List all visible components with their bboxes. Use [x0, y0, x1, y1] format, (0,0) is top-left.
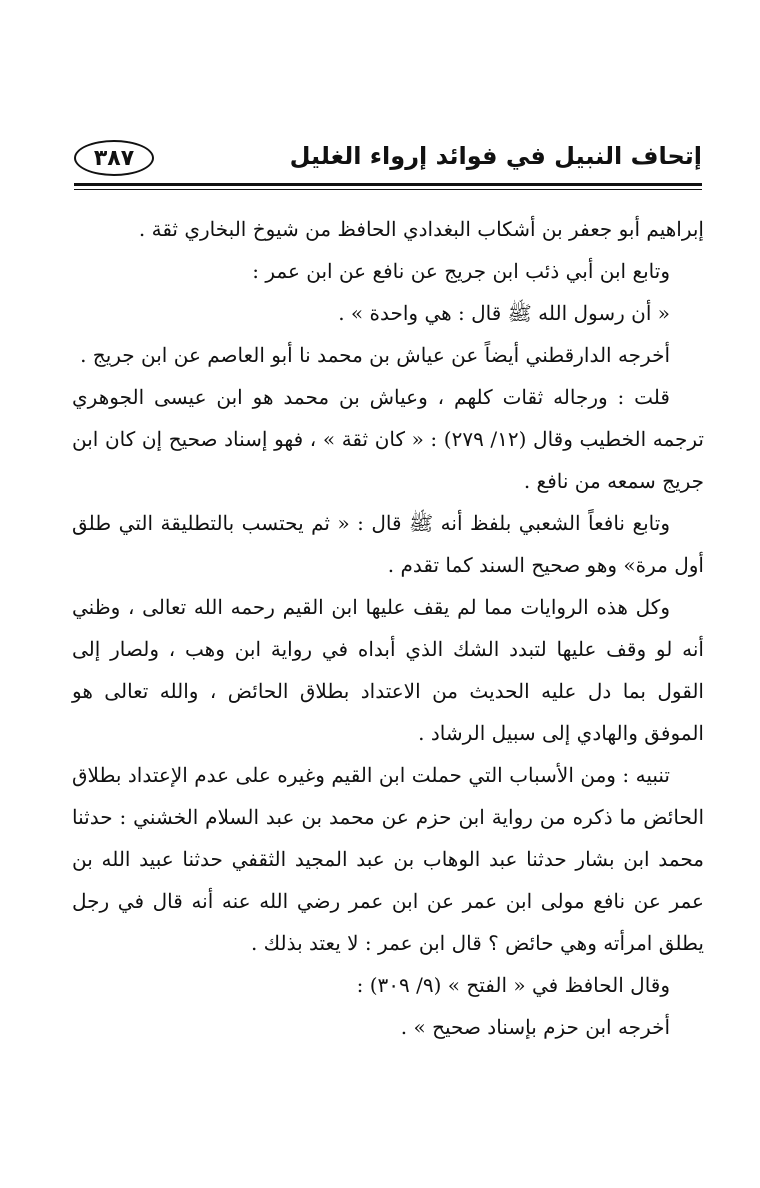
paragraph: قلت : ورجاله ثقات كلهم ، وعياش بن محمد هو ابن عيسى الجوهري ترجمه الخطيب وقال (١٢/ ٢٧٩) : « كان ثقة » ، فهو إسناد صحيح إن كان ابن جريج سمعه من نافع .: [72, 385, 704, 493]
paragraph: وتابع ابن أبي ذئب ابن جريج عن نافع عن ابن عمر :: [252, 259, 670, 283]
header-rule-thick: [74, 183, 702, 186]
page-header: [74, 138, 702, 184]
page-number: ٣٨٧: [74, 140, 154, 176]
header-rule-thin: [74, 189, 702, 190]
quote-paragraph: « أن رسول الله ﷺ قال : هي واحدة » .: [338, 301, 670, 325]
paragraph: وتابع نافعاً الشعبي بلفظ أنه ﷺ قال : « ثم يحتسب بالتطليقة التي طلق أول مرة» وهو صحيح السند كما تقدم .: [72, 511, 704, 577]
paragraph: أخرجه الدارقطني أيضاً عن عياش بن محمد نا أبو العاصم عن ابن جريج .: [80, 343, 670, 367]
paragraph: وكل هذه الروايات مما لم يقف عليها ابن القيم رحمه الله تعالى ، وظني أنه لو وقف عليها لتبدد الشك الذي أبداه في رواية ابن وهب ، ولصار إلى القول بما دل عليه الحديث من الاعتداد بطلاق الحائض ، والله تعالى هو الموفق والهادي إلى سبيل الرشاد .: [72, 595, 704, 745]
paragraph: أخرجه ابن حزم بإسناد صحيح » .: [400, 1015, 670, 1039]
note-paragraph: تنبيه : ومن الأسباب التي حملت ابن القيم وغيره على عدم الإعتداد بطلاق الحائض ما ذكره من رواية ابن حزم عن محمد بن عبد السلام الخشني : حدثنا محمد ابن بشار حدثنا عبد الوهاب بن عبد المجيد الثقفي حدثنا عبيد الله بن عمر عن نافع مولى ابن عمر عن ابن عمر رضي الله عنه أنه قال في رجل يطلق امرأته وهي حائض ؟ قال ابن عمر : لا يعتد بذلك .: [72, 763, 704, 955]
paragraph: إبراهيم أبو جعفر بن أشكاب البغدادي الحافظ من شيوخ البخاري ثقة .: [138, 217, 704, 241]
running-title: إتحاف النبيل في فوائد إرواء الغليل: [289, 142, 702, 170]
page-body: [72, 208, 704, 1048]
paragraph: وقال الحافظ في « الفتح » (٩/ ٣٠٩) :: [356, 973, 670, 997]
